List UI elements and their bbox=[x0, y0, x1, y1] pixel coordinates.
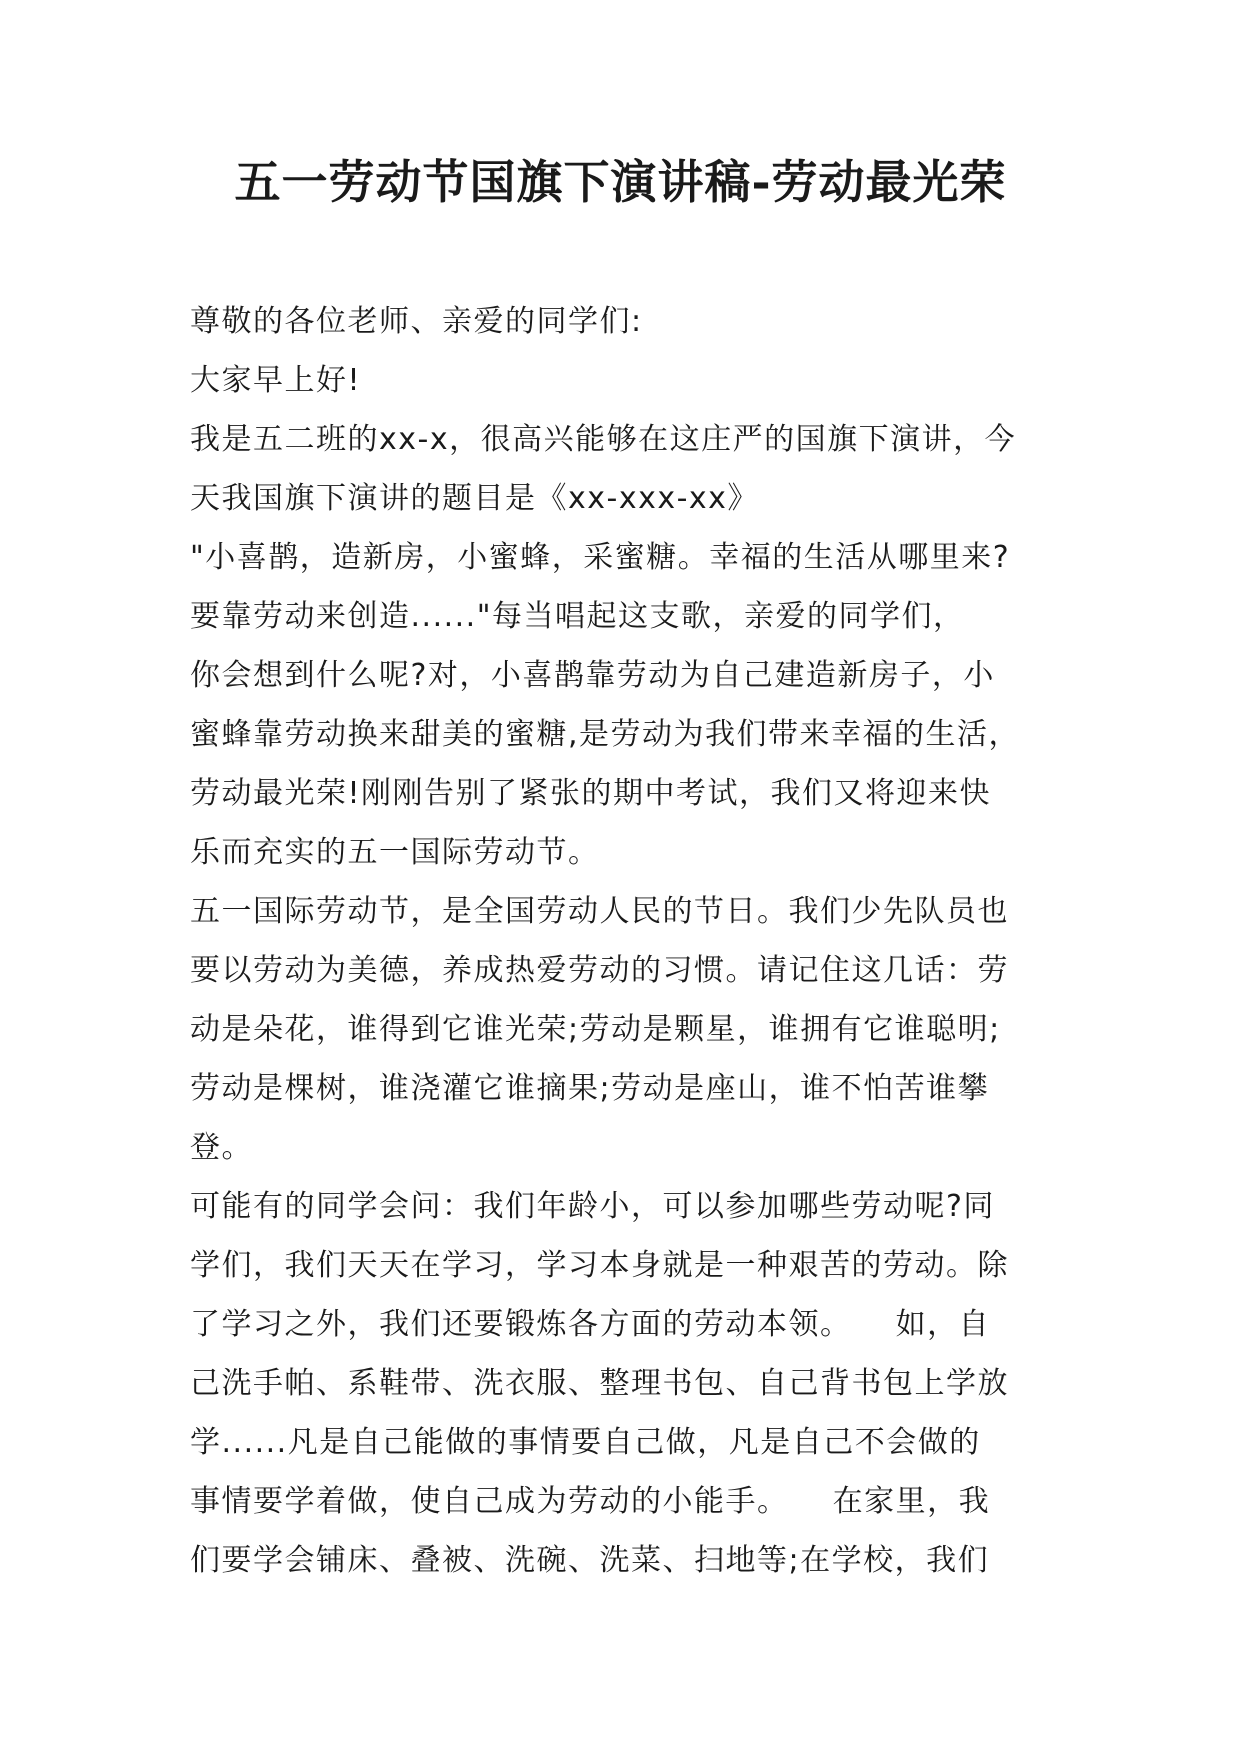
body-line: 要以劳动为美德，养成热爱劳动的习惯。请记住这几话：劳 bbox=[190, 953, 1009, 988]
body-line: 我是五二班的xx-x，很高兴能够在这庄严的国旗下演讲，今 bbox=[190, 422, 1017, 457]
body-line: 动是朵花，谁得到它谁光荣;劳动是颗星，谁拥有它谁聪明; bbox=[190, 1012, 1001, 1047]
document-title: 五一劳动节国旗下演讲稿-劳动最光荣 bbox=[234, 155, 1007, 209]
body-line: 蜜蜂靠劳动换来甜美的蜜糖,是劳动为我们带来幸福的生活， bbox=[190, 717, 1021, 752]
body-line: 了学习之外，我们还要锻炼各方面的劳动本领。 如，自 bbox=[190, 1307, 991, 1342]
body-line: 登。 bbox=[190, 1130, 253, 1165]
body-line: 可能有的同学会问：我们年龄小，可以参加哪些劳动呢?同 bbox=[190, 1189, 995, 1224]
body-line: 五一国际劳动节，是全国劳动人民的节日。我们少先队员也 bbox=[190, 894, 1009, 929]
body-line: 们要学会铺床、叠被、洗碗、洗菜、扫地等;在学校，我们 bbox=[190, 1543, 990, 1578]
body-line: 劳动最光荣!刚刚告别了紧张的期中考试，我们又将迎来快 bbox=[190, 776, 992, 811]
body-line: 学......凡是自己能做的事情要自己做，凡是自己不会做的 bbox=[190, 1425, 981, 1460]
body-line: 己洗手帕、系鞋带、洗衣服、整理书包、自己背书包上学放 bbox=[190, 1366, 1009, 1401]
body-line: 乐而充实的五一国际劳动节。 bbox=[190, 835, 600, 870]
body-line: 事情要学着做，使自己成为劳动的小能手。 在家里，我 bbox=[190, 1484, 991, 1519]
body-line: "小喜鹊，造新房，小蜜蜂，采蜜糖。幸福的生活从哪里来? bbox=[190, 540, 1011, 575]
body-line: 天我国旗下演讲的题目是《xx-xxx-xx》 bbox=[190, 481, 759, 516]
body-line: 大家早上好! bbox=[190, 363, 362, 398]
body-line: 要靠劳动来创造......"每当唱起这支歌，亲爱的同学们， bbox=[190, 599, 965, 634]
document-body bbox=[190, 292, 1070, 1590]
body-line: 劳动是棵树，谁浇灌它谁摘果;劳动是座山，谁不怕苦谁攀 bbox=[190, 1071, 990, 1106]
body-line: 你会想到什么呢?对，小喜鹊靠劳动为自己建造新房子，小 bbox=[190, 658, 995, 693]
body-line: 学们，我们天天在学习，学习本身就是一种艰苦的劳动。除 bbox=[190, 1248, 1009, 1283]
body-line: 尊敬的各位老师、亲爱的同学们: bbox=[190, 304, 643, 339]
